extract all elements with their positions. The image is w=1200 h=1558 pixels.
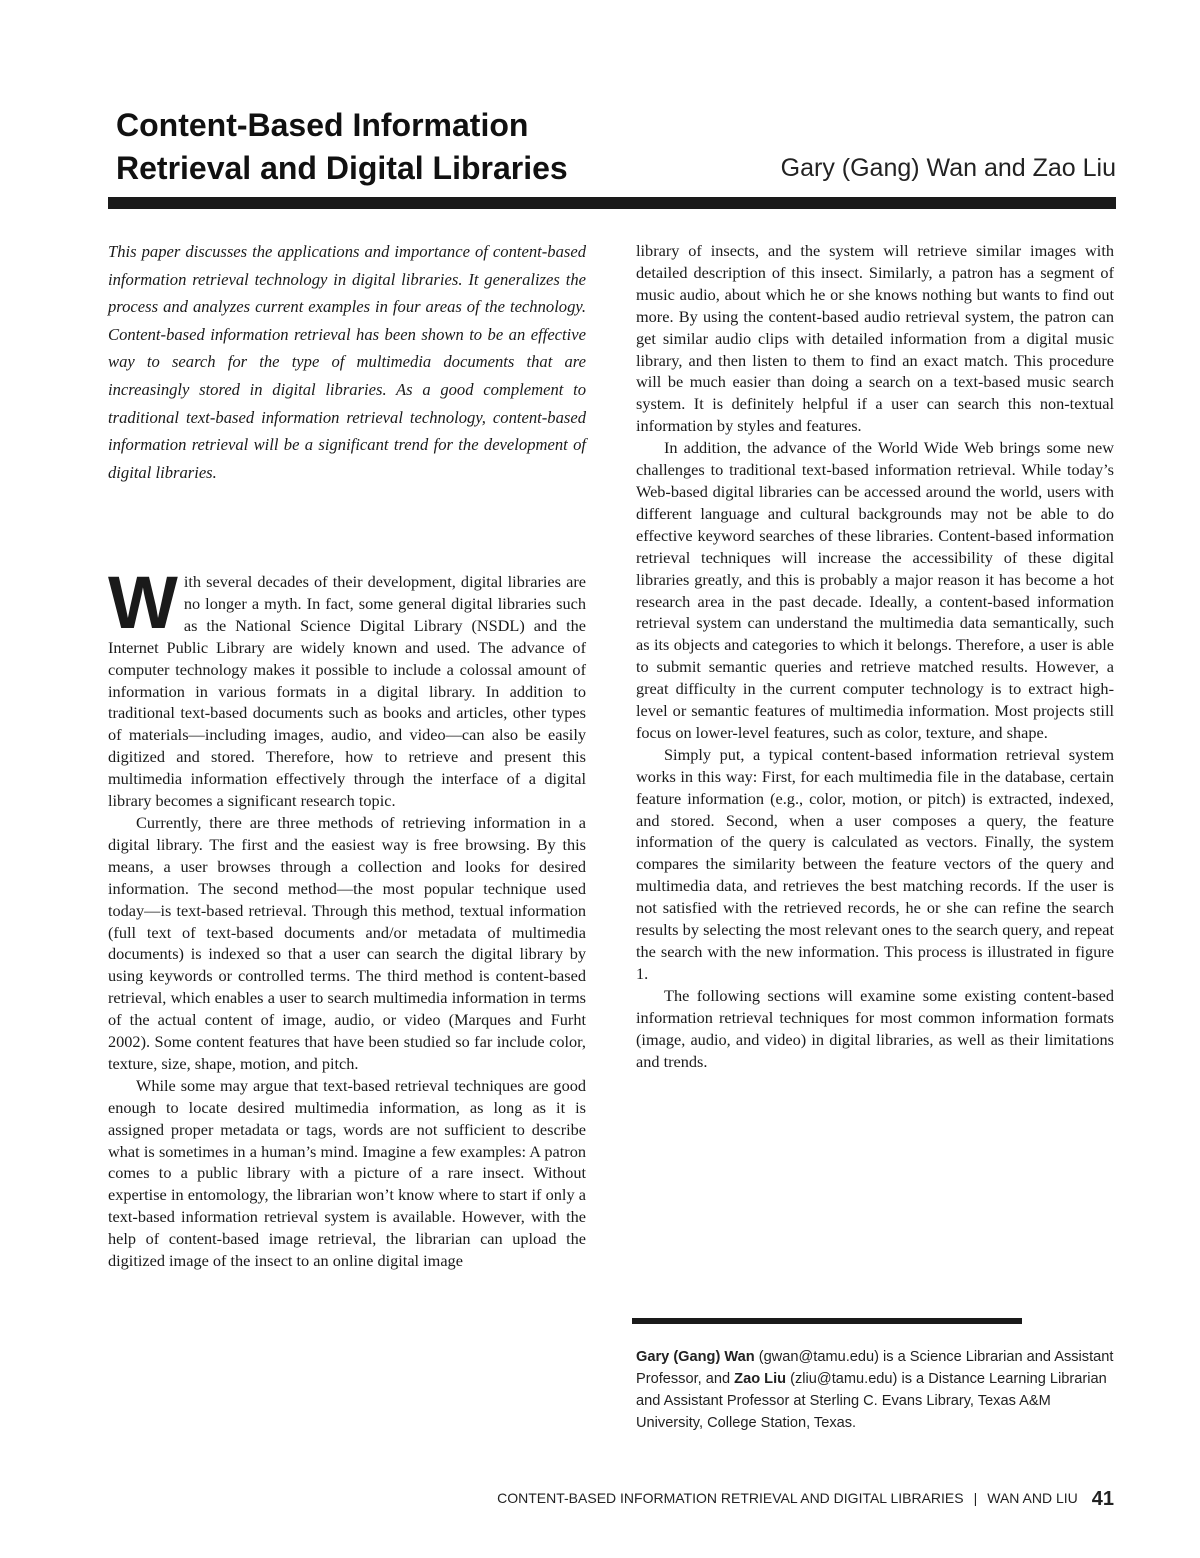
article-title — [116, 104, 736, 190]
article-title-line-1: Content-Based Information — [116, 107, 529, 143]
author-bio — [636, 1346, 1118, 1434]
abstract-text: This paper discusses the applications and importance of content-based information retrieval technology in digital libraries. It generalizes the process and analyzes current examples in four areas of the technology. Content-based information retrieval has been shown to be an effective way to search for the type of multimedia documents that are increasingly stored in digital libraries. As a good complement to traditional text-based information retrieval technology, content-based information retrieval will be a significant trend for the development of digital libraries. — [108, 242, 586, 482]
bio-text: (gwan@tamu.edu) is a Science Librarian and Assistant Professor, and — [636, 1349, 1114, 1387]
bio-rule — [632, 1318, 1022, 1324]
body-paragraph: Currently, there are three methods of retrieving information in a digital library. The first and the easiest way is free browsing. By this means, a user browses through a collection and looks for desired information. The second method—the most popular technique used today—is text-based retrieval. Through this method, textual information (full text of text-based documents and/or metadata of multimedia documents) is indexed so that a user can search the digital library by using keywords or controlled terms. The third method is content-based retrieval, which enables a user to search multimedia information in terms of the actual content of image, audio, or video (Marques and Furht 2002). Some content features that have been studied so far include color, texture, size, shape, motion, and pitch. — [108, 812, 586, 1073]
page-number: 41 — [1091, 1488, 1114, 1510]
article-title-line-2: Retrieval and Digital Libraries — [116, 150, 568, 186]
running-authors: WAN AND LIU — [987, 1490, 1078, 1506]
body-paragraph-text: ith several decades of their development, digital libraries are no longer a myth. In fact, some general digital libraries such as the National Science Digital Library (NSDL) and the Internet Public Library are widely known and used. The advance of computer technology makes it possible to include a colossal amount of information in various formats in a digital library. In addition to traditional text-based documents such as books and articles, other types of materials—including images, audio, and video—can also be easily digitized and stored. Therefore, how to retrieve and present this multimedia information effectively through the interface of a digital library becomes a significant research topic. — [108, 572, 586, 811]
body-paragraph: In addition, the advance of the World Wide Web brings some new challenges to traditional text-based information retrieval. While today’s Web-based digital libraries can be accessed around the world, users with different language and cultural backgrounds may not be able to do effective keyword searches of these libraries. Content-based information retrieval techniques will increase the accessibility of these digital libraries greatly, and this is probably a major reason it has become a hot research area in the past decade. Ideally, a content-based information retrieval system can understand the multimedia data semantically, such as its objects and categories to which it belongs. Therefore, a user is able to submit semantic queries and retrieve matched results. However, a great difficulty in the current computer technology is to extract high-level or semantic features of multimedia information. Most projects still focus on lower-level features, such as color, texture, and shape. — [636, 438, 1114, 742]
body-paragraph — [108, 561, 586, 812]
article-authors: Gary (Gang) Wan and Zao Liu — [780, 154, 1116, 182]
running-title: CONTENT-BASED INFORMATION RETRIEVAL AND DIGITAL LIBRARIES — [497, 1490, 964, 1506]
bio-author-name: Gary (Gang) Wan — [636, 1349, 755, 1365]
page-footer — [497, 1488, 1114, 1511]
title-rule — [108, 197, 1116, 209]
body-paragraph: Simply put, a typical content-based information retrieval system works in this way: First, for each multimedia file in the database, certain feature information (e.g., color, motion, or pitch) is extracted, indexed, and stored. Second, when a user composes a query, the feature information of the query is calculated as vectors. Finally, the system compares the similarity between the feature vectors of the query and multimedia data, and retrieves the best matching records. If the user is not satisfied with the retrieved records, he or she can refine the search results by selecting the most relevant ones to the search query, and repeat the search with the new information. This process is illustrated in figure 1. — [636, 744, 1114, 983]
body-paragraph: library of insects, and the system will retrieve similar images with detailed description of this insect. Similarly, a patron has a segment of music audio, about which he or she knows nothing but wants to find out more. By using the content-based audio retrieval system, the patron can get similar audio clips with detailed information from a digital music library, and then listen to them to find an exact match. This procedure will be much easier than doing a search on a text-based music search system. It is definitely helpful if a user can search this non-textual information by styles and features. — [636, 241, 1114, 436]
bio-text: (zliu@tamu.edu) is a Distance Learning Librarian and Assistant Professor at Sterling C. Evans Library, Texas A&M University, College Station, Texas. — [636, 1371, 1107, 1431]
abstract — [108, 238, 586, 486]
bio-author-name: Zao Liu — [734, 1371, 787, 1387]
drop-cap: W — [108, 561, 178, 644]
body-paragraph: While some may argue that text-based retrieval techniques are good enough to locate desired multimedia information, as long as it is assigned proper metadata or tags, words are not sufficient to describe what is sometimes in a human’s mind. Imagine a few examples: A patron comes to a public library with a picture of a rare insect. Without expertise in entomology, the librarian won’t know where to start if only a text-based information retrieval system is available. However, with the help of content-based image retrieval, the librarian can upload the digitized image of the insect to an online digital image — [108, 1075, 586, 1271]
body-paragraph: The following sections will examine some existing content-based information retrieval techniques for most common information formats (image, audio, and video) in digital libraries, as well as their limitations and trends. — [636, 985, 1114, 1071]
body-column-left — [108, 561, 586, 1272]
footer-separator: | — [973, 1490, 978, 1506]
body-column-right — [636, 240, 1114, 1072]
